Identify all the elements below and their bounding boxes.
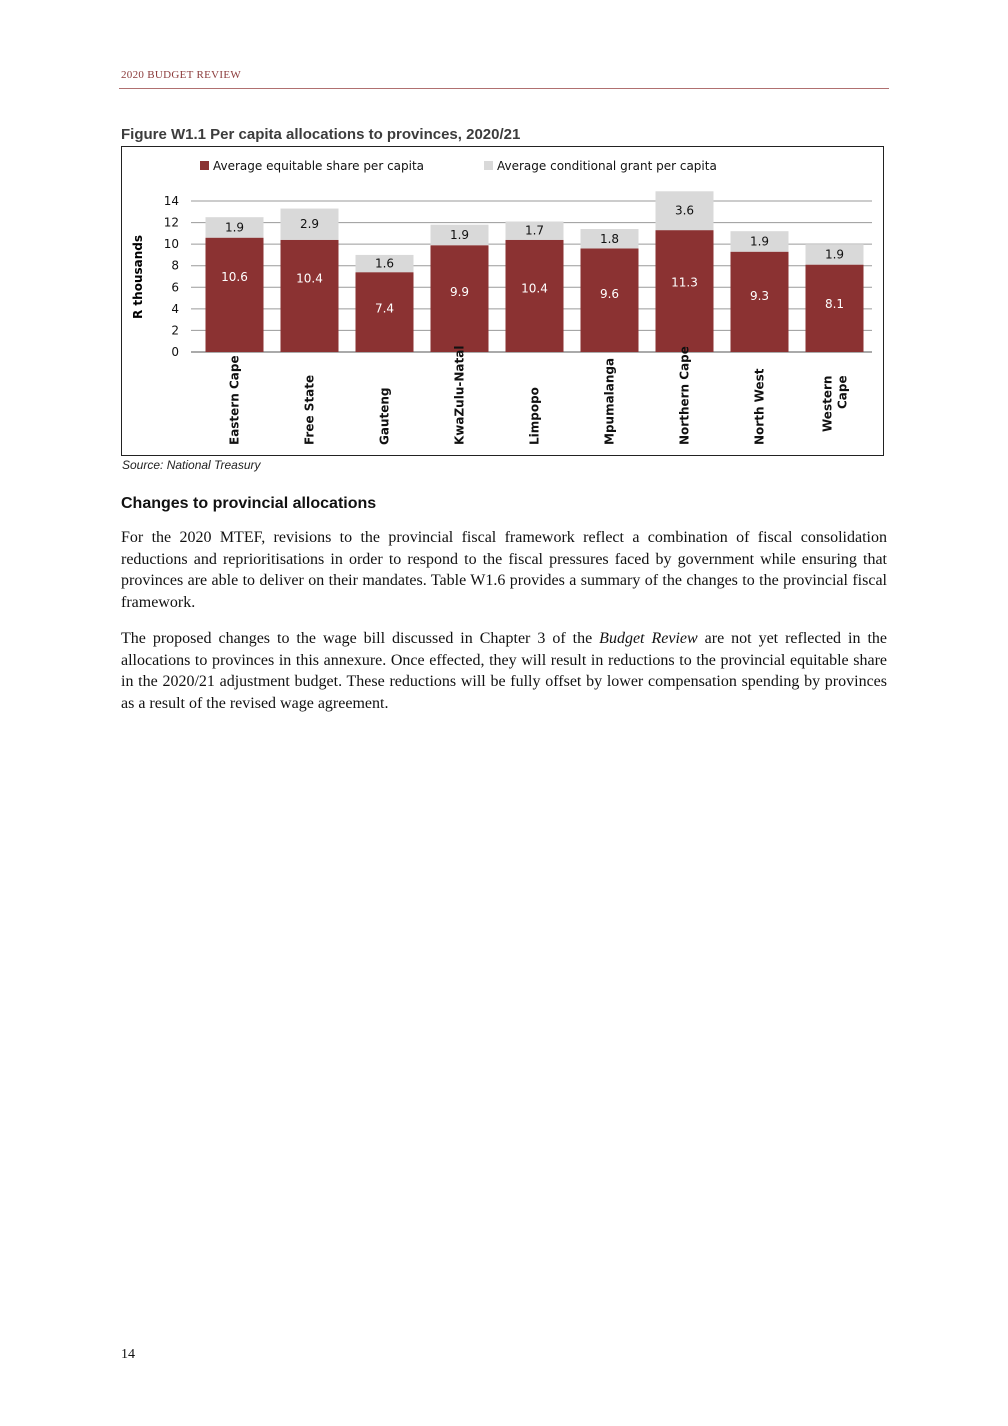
body-paragraph-2: [121, 628, 887, 714]
header-divider: [119, 88, 889, 89]
running-header: 2020 BUDGET REVIEW: [121, 69, 242, 81]
y-tick-label: 4: [171, 301, 179, 316]
data-label-conditional: 1.6: [374, 256, 395, 271]
legend-label: Average equitable share per capita: [213, 159, 425, 173]
data-label-conditional: 1.9: [824, 247, 845, 262]
legend-label: Average conditional grant per capita: [497, 159, 717, 173]
x-tick-label: KwaZulu-Natal: [452, 345, 467, 445]
data-label-equitable: 8.1: [824, 296, 845, 311]
x-tick-label: Limpopo: [527, 387, 542, 445]
data-label-equitable: 10.6: [221, 270, 248, 285]
data-label-equitable: 10.4: [296, 271, 323, 286]
x-tick-label: Eastern Cape: [227, 355, 242, 445]
data-label-conditional: 1.9: [224, 220, 245, 235]
figure-title: Figure W1.1 Per capita allocations to provinces, 2020/21: [121, 126, 521, 143]
x-tick-label: Mpumalanga: [602, 357, 617, 445]
page-number: 14: [121, 1347, 135, 1362]
chart-frame: [121, 146, 884, 456]
body-paragraph-1: For the 2020 MTEF, revisions to the provincial fiscal framework reflect a combination of fiscal consolidation reductions and reprioritisations in order to respond to the fiscal pressures faced by government while ensuring that provinces are able to deliver on their mandates. Table W1.6 provides a summary of the changes to the provincial fiscal framework.: [121, 529, 887, 611]
data-label-equitable: 9.3: [749, 288, 770, 303]
section-heading: Changes to provincial allocations: [121, 495, 377, 512]
x-tick-label: Cape: [835, 375, 850, 409]
y-tick-label: 2: [171, 323, 179, 338]
paragraph-2-text-b: are not yet reflected in the allocations to provinces in this annexure. Once effected, they will result in reductions to the provincial equitable share in the 2020/21 adjustment budget. These reductions will be fully offset by lower compensation spending by provinces as a result of the revised wage agreement.: [121, 630, 888, 712]
data-label-equitable: 9.9: [449, 284, 470, 299]
y-tick-label: 10: [163, 237, 179, 252]
x-tick-label: North West: [752, 368, 767, 445]
bar-equitable-share: [506, 240, 564, 352]
data-label-equitable: 7.4: [374, 301, 395, 316]
data-label-equitable: 9.6: [599, 286, 620, 301]
data-label-conditional: 1.8: [599, 231, 620, 246]
paragraph-2-text-a: The proposed changes to the wage bill discussed in Chapter 3 of the: [121, 630, 600, 647]
y-tick-label: 6: [171, 280, 179, 295]
stacked-bar-chart: [122, 147, 883, 455]
y-axis-title: R thousands: [131, 235, 145, 319]
x-tick-label: Gauteng: [377, 387, 392, 445]
bar-equitable-share: [206, 238, 264, 352]
paragraph-2-italic-title: Budget Review: [599, 630, 698, 647]
legend-swatch: [484, 161, 493, 170]
data-label-equitable: 10.4: [521, 281, 548, 296]
bar-equitable-share: [656, 230, 714, 352]
figure-source: Source: National Treasury: [122, 458, 261, 472]
x-tick-label: Northern Cape: [677, 346, 692, 445]
y-tick-label: 8: [171, 258, 179, 273]
bar-equitable-share: [281, 240, 339, 352]
y-tick-label: 14: [163, 194, 179, 208]
x-tick-label: Free State: [302, 374, 317, 445]
y-tick-label: 0: [171, 345, 179, 359]
x-tick-label: Western: [820, 375, 835, 432]
data-label-conditional: 3.6: [674, 203, 695, 218]
y-tick-label: 12: [163, 215, 179, 230]
data-label-conditional: 1.9: [749, 234, 770, 249]
legend-swatch: [200, 161, 209, 170]
data-label-conditional: 1.7: [524, 223, 545, 238]
data-label-equitable: 11.3: [671, 275, 698, 290]
data-label-conditional: 2.9: [299, 217, 320, 232]
data-label-conditional: 1.9: [449, 227, 470, 242]
